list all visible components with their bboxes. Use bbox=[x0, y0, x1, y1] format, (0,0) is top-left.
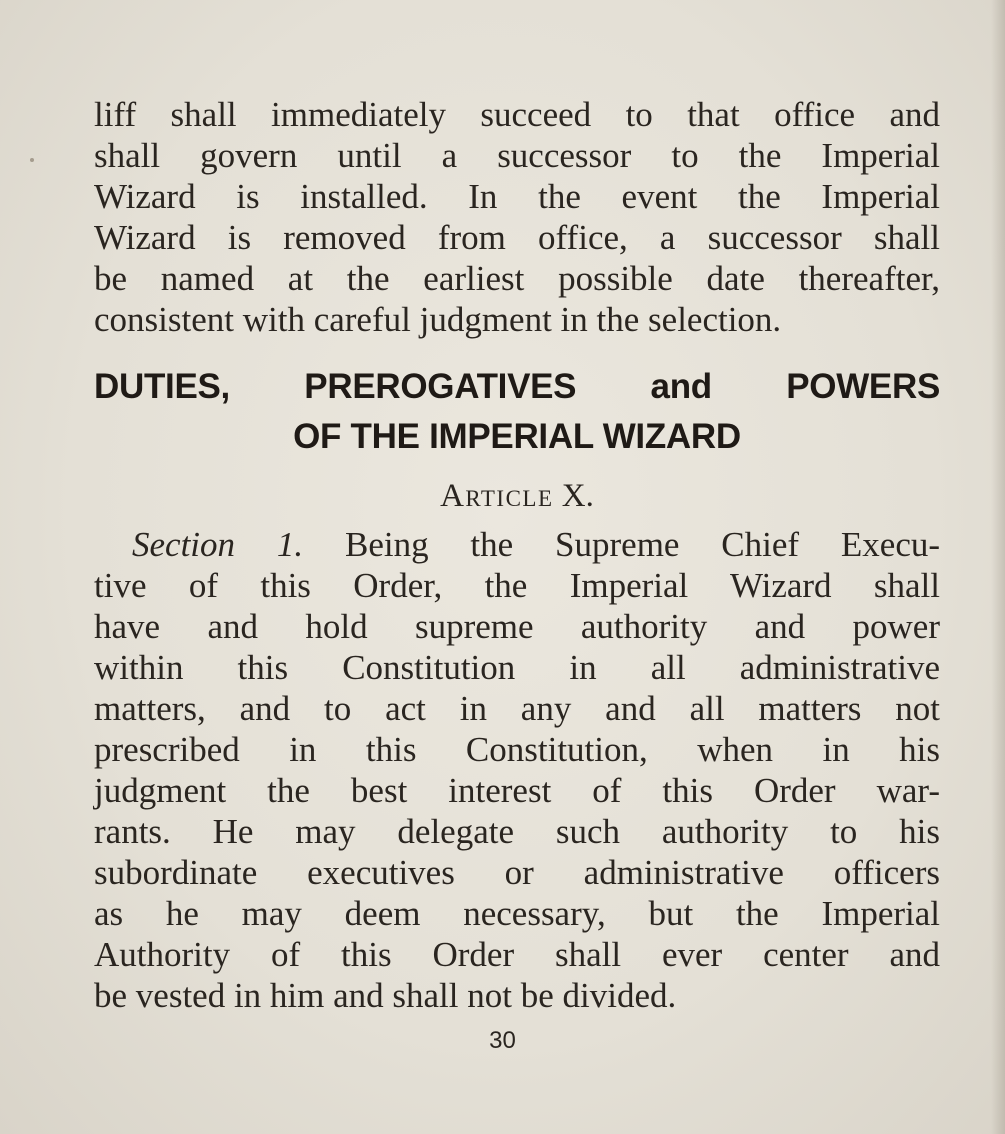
text-line: judgment the best interest of this Order war- bbox=[94, 771, 940, 810]
page-edge-shadow bbox=[991, 0, 1005, 1134]
heading-line: OF THE IMPERIAL WIZARD bbox=[293, 417, 741, 456]
text-line: liff shall immediately succeed to that office and bbox=[94, 95, 940, 134]
text-line bbox=[94, 524, 940, 565]
text-line: be named at the earliest possible date thereafter, bbox=[94, 259, 940, 298]
article-title bbox=[94, 476, 940, 516]
text-line: Wizard is removed from office, a successor shall bbox=[94, 218, 940, 257]
text-line: Wizard is installed. In the event the Imperial bbox=[94, 177, 940, 216]
article-number: X. bbox=[561, 478, 594, 514]
text-line: shall govern until a successor to the Imperial bbox=[94, 136, 940, 175]
text-line: within this Constitution in all administrative bbox=[94, 648, 940, 687]
paper-speck bbox=[30, 158, 34, 162]
text-line: be vested in him and shall not be divided. bbox=[94, 976, 677, 1015]
article-word: Article bbox=[440, 478, 554, 514]
opening-paragraph bbox=[94, 94, 940, 340]
text-line: have and hold supreme authority and power bbox=[94, 607, 940, 646]
section-heading bbox=[94, 362, 940, 462]
text-line: Authority of this Order shall ever center and bbox=[94, 935, 940, 974]
section-first-line: Being the Supreme Chief Execu- bbox=[344, 525, 941, 564]
page-number: 30 bbox=[489, 1027, 516, 1054]
text-line: rants. He may delegate such authority to his bbox=[94, 812, 940, 851]
text-line: tive of this Order, the Imperial Wizard shall bbox=[94, 566, 940, 605]
text-line: prescribed in this Constitution, when in his bbox=[94, 730, 940, 769]
text-line: subordinate executives or administrative officers bbox=[94, 853, 940, 892]
text-line: matters, and to act in any and all matters not bbox=[94, 689, 940, 728]
section-label: Section 1. bbox=[132, 525, 304, 564]
text-line: as he may deem necessary, but the Imperial bbox=[94, 894, 940, 933]
section-paragraph bbox=[94, 524, 940, 1016]
text-line: consistent with careful judgment in the selection. bbox=[94, 300, 782, 339]
heading-line: DUTIES, PREROGATIVES and POWERS bbox=[94, 367, 940, 406]
